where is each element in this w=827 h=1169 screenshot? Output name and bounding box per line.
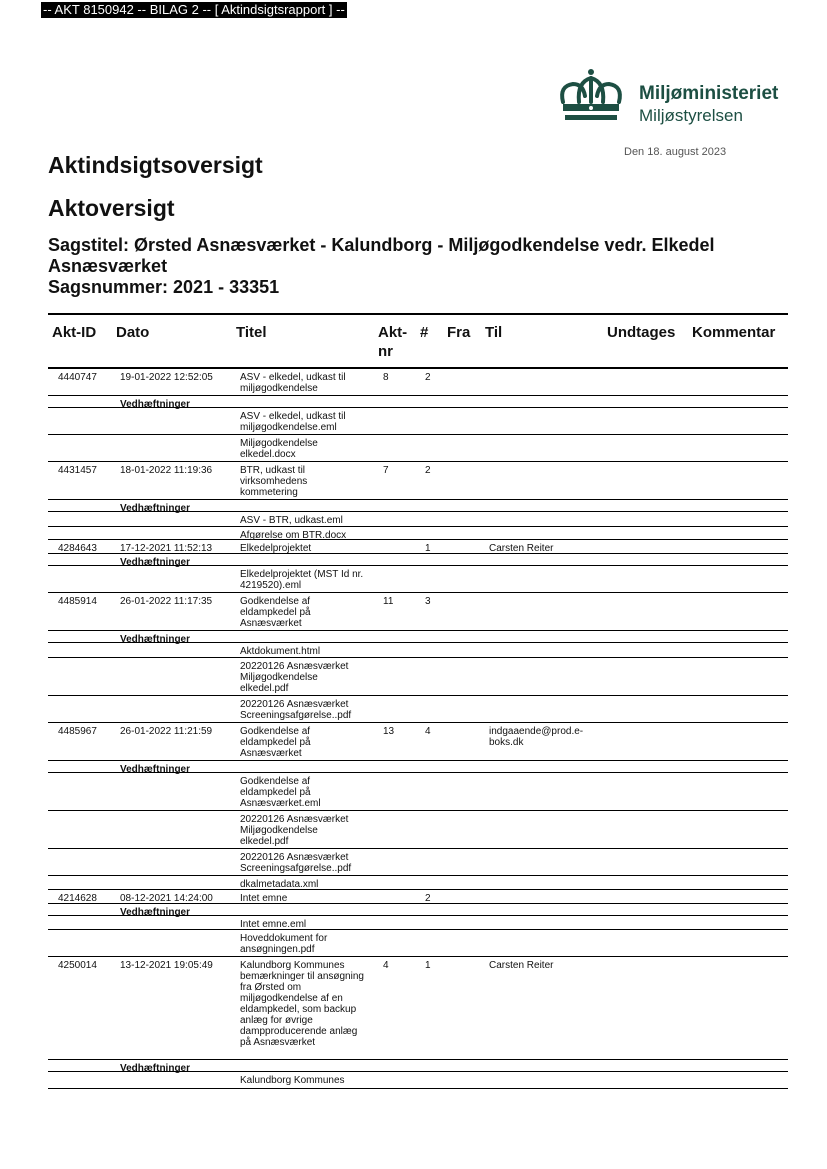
table-row bbox=[48, 723, 788, 761]
attachments-header-row bbox=[48, 500, 788, 512]
cell-titel: Godkendelse af eldampkedel på Asnæsværket bbox=[240, 596, 311, 629]
attachment-row bbox=[48, 1072, 788, 1089]
cell-akt: 13 bbox=[383, 726, 395, 737]
cell-id: 4485967 bbox=[58, 726, 97, 737]
col-titel: Titel bbox=[236, 324, 267, 341]
attachment-row bbox=[48, 566, 788, 593]
cell-id: 4440747 bbox=[58, 372, 97, 383]
cell-til: indgaaende@prod.e-boks.dk bbox=[489, 726, 584, 748]
crown-icon bbox=[553, 66, 629, 124]
cell-dato: 08-12-2021 14:24:00 bbox=[120, 893, 213, 904]
attachments-header-row bbox=[48, 631, 788, 643]
cell-dato: 26-01-2022 11:17:35 bbox=[120, 596, 213, 607]
section-title: Aktoversigt bbox=[48, 195, 175, 221]
cell-dato: 17-12-2021 11:52:13 bbox=[120, 543, 213, 554]
attachment-row bbox=[48, 643, 788, 658]
attachment-row bbox=[48, 773, 788, 811]
cell-id: 4485914 bbox=[58, 596, 97, 607]
case-number: Sagsnummer: 2021 - 33351 bbox=[48, 277, 280, 297]
case-title: Sagstitel: Ørsted Asnæsværket - Kalundborg - Miljøgodkendelse vedr. Elkedel Asnæsværket bbox=[48, 235, 715, 276]
cell-dato: 26-01-2022 11:21:59 bbox=[120, 726, 213, 737]
cell-titel: Intet emne.eml bbox=[240, 919, 307, 930]
cell-titel: 20220126 Asnæsværket Screeningsafgørelse..pdf bbox=[240, 699, 352, 721]
attachments-label: Vedhæftninger bbox=[120, 1063, 191, 1074]
cell-titel: ASV - BTR, udkast.eml bbox=[240, 515, 343, 526]
cell-id: 4250014 bbox=[58, 960, 97, 971]
col-dato: Dato bbox=[116, 324, 150, 341]
attachment-row bbox=[48, 435, 788, 462]
cell-titel: Hoveddokument for ansøgningen.pdf bbox=[240, 933, 328, 955]
attachments-label: Vedhæftninger bbox=[120, 634, 191, 645]
cell-titel: BTR, udkast til virksomhedens kommetering bbox=[240, 465, 308, 498]
cell-titel: Elkedelprojektet (MST Id nr. 4219520).eml bbox=[240, 569, 364, 591]
attachments-header-row bbox=[48, 761, 788, 773]
cell-dato: 19-01-2022 12:52:05 bbox=[120, 372, 213, 383]
cell-dato: 13-12-2021 19:05:49 bbox=[120, 960, 213, 971]
table-row bbox=[48, 890, 788, 904]
cell-titel: 20220126 Asnæsværket Miljøgodkendelse elkedel.pdf bbox=[240, 661, 349, 694]
attachments-header-row bbox=[48, 554, 788, 566]
cell-num: 2 bbox=[425, 465, 431, 476]
attachment-row bbox=[48, 527, 788, 540]
cell-num: 1 bbox=[425, 960, 431, 971]
cell-titel: 20220126 Asnæsværket Screeningsafgørelse..pdf bbox=[240, 852, 352, 874]
col-til: Til bbox=[485, 324, 503, 341]
cell-titel: Kalundborg Kommunes bemærkninger til ansøgning fra Ørsted om miljøgodkendelse af en eldampkedel, som backup anlæg for øvrige dampproducerende anlæg på Asnæsværket bbox=[240, 960, 364, 1048]
attachments-header-row bbox=[48, 396, 788, 408]
cell-titel: ASV - elkedel, udkast til miljøgodkendelse.eml bbox=[240, 411, 346, 433]
cell-id: 4431457 bbox=[58, 465, 97, 476]
cell-num: 3 bbox=[425, 596, 431, 607]
logo-ministry: Miljøministeriet bbox=[639, 83, 779, 104]
cell-til: Carsten Reiter bbox=[489, 543, 554, 554]
attachment-row bbox=[48, 811, 788, 849]
cell-num: 4 bbox=[425, 726, 431, 737]
col-fra: Fra bbox=[447, 324, 471, 341]
cell-titel: Intet emne bbox=[240, 893, 288, 904]
cell-akt: 4 bbox=[383, 960, 389, 971]
cell-titel: Kalundborg Kommunes bbox=[240, 1075, 345, 1086]
cell-akt: 11 bbox=[383, 596, 394, 607]
attachment-row bbox=[48, 696, 788, 723]
cell-titel: Miljøgodkendelse elkedel.docx bbox=[240, 438, 318, 460]
cell-til: Carsten Reiter bbox=[489, 960, 554, 971]
attachments-header-row bbox=[48, 1060, 788, 1072]
table-row bbox=[48, 957, 788, 1060]
cell-num: 2 bbox=[425, 372, 431, 383]
attachment-row bbox=[48, 930, 788, 957]
attachment-row bbox=[48, 876, 788, 890]
cell-akt: 7 bbox=[383, 465, 389, 476]
act-table bbox=[48, 313, 788, 1089]
table-row bbox=[48, 369, 788, 396]
col-num: # bbox=[420, 324, 429, 341]
report-banner: -- AKT 8150942 -- BILAG 2 -- [ Aktindsigtsrapport ] -- bbox=[43, 2, 345, 17]
cell-titel: Afgørelse om BTR.docx bbox=[240, 530, 347, 541]
cell-titel: Elkedelprojektet bbox=[240, 543, 312, 554]
attachments-header-row bbox=[48, 904, 788, 916]
document-date: Den 18. august 2023 bbox=[624, 146, 727, 158]
attachment-row bbox=[48, 512, 788, 527]
cell-id: 4214628 bbox=[58, 893, 97, 904]
page-title: Aktindsigtsoversigt bbox=[48, 152, 263, 178]
table-body bbox=[48, 369, 788, 1089]
col-akt-id: Akt-ID bbox=[52, 324, 97, 341]
table-row bbox=[48, 462, 788, 500]
logo-agency: Miljøstyrelsen bbox=[639, 106, 743, 125]
cell-titel: Aktdokument.html bbox=[240, 646, 321, 657]
attachments-label: Vedhæftninger bbox=[120, 907, 191, 918]
attachment-row bbox=[48, 658, 788, 696]
cell-titel: ASV - elkedel, udkast til miljøgodkendelse bbox=[240, 372, 346, 394]
attachment-row bbox=[48, 916, 788, 930]
attachments-label: Vedhæftninger bbox=[120, 557, 191, 568]
col-akt-nr: Akt-nr bbox=[378, 324, 408, 360]
cell-akt: 8 bbox=[383, 372, 389, 383]
cell-num: 1 bbox=[425, 543, 431, 554]
attachments-label: Vedhæftninger bbox=[120, 503, 191, 514]
attachment-row bbox=[48, 849, 788, 876]
table-row bbox=[48, 540, 788, 554]
col-undtages: Undtages bbox=[607, 324, 676, 341]
ministry-logo bbox=[553, 66, 793, 126]
table-row bbox=[48, 593, 788, 631]
attachments-label: Vedhæftninger bbox=[120, 764, 191, 775]
cell-num: 2 bbox=[425, 893, 431, 904]
col-kommentar: Kommentar bbox=[692, 324, 776, 341]
cell-titel: 20220126 Asnæsværket Miljøgodkendelse elkedel.pdf bbox=[240, 814, 349, 847]
cell-titel: dkalmetadata.xml bbox=[240, 879, 319, 890]
cell-id: 4284643 bbox=[58, 543, 97, 554]
case-info bbox=[48, 235, 788, 298]
cell-titel: Godkendelse af eldampkedel på Asnæsværket bbox=[240, 726, 311, 759]
attachment-row bbox=[48, 408, 788, 435]
cell-titel: Godkendelse af eldampkedel på Asnæsværket.eml bbox=[240, 776, 321, 809]
attachments-label: Vedhæftninger bbox=[120, 399, 191, 410]
cell-dato: 18-01-2022 11:19:36 bbox=[120, 465, 213, 476]
table-header bbox=[48, 313, 788, 369]
